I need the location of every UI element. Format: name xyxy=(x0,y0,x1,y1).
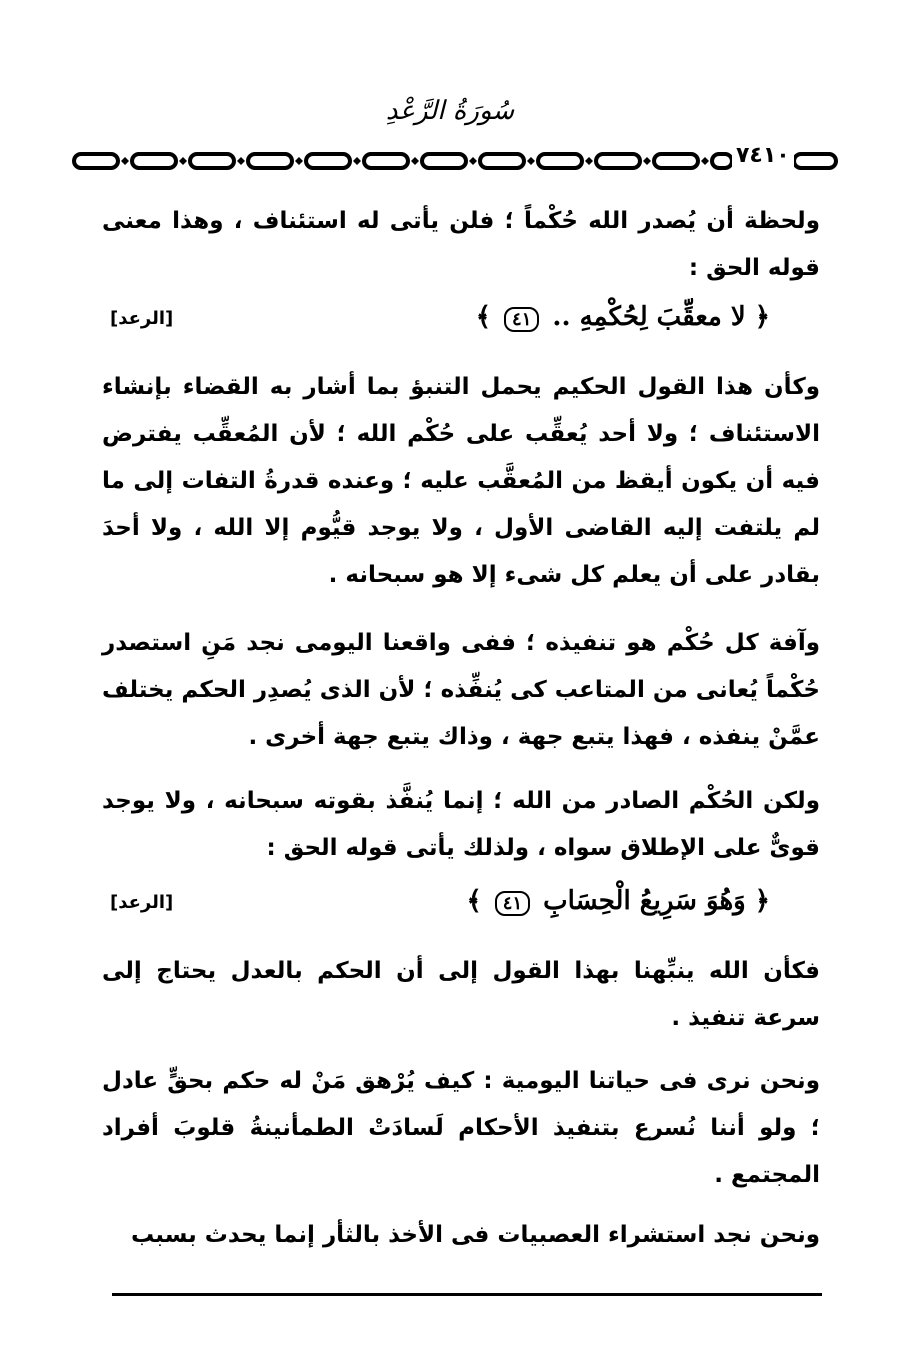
quran-verse-2 xyxy=(110,886,770,926)
verse-1-reference: [الرعد] xyxy=(110,308,174,329)
verse-1-close: ﴾ xyxy=(475,302,501,332)
bottom-rule xyxy=(112,1293,822,1296)
verse-2-text: ﴿ وَهُوَ سَرِيعُ الْحِسَابِ xyxy=(534,886,770,916)
paragraph-4-block xyxy=(102,778,820,872)
paragraph-1: ولحظة أن يُصدر الله حُكْماً ؛ فلن يأتى له استئناف ، وهذا معنى قوله الحق : xyxy=(102,208,820,281)
paragraph-5-block xyxy=(102,948,820,1042)
paragraph-7: ونحن نجد استشراء العصبيات فى الأخذ بالثأر إنما يحدث بسبب xyxy=(130,1222,820,1248)
page-number: ٧٤١٠ xyxy=(732,143,794,168)
paragraph-2: وكأن هذا القول الحكيم يحمل التنبؤ بما أشار به القضاء بإنشاء الاستئناف ؛ ولا أحد يُعقِّب على حُكْم الله ؛ لأن المُعقِّب يفترض فيه أن يكون أيقظ من المُعقَّب عليه ؛ وعنده قدرةُ التفات إلى ما لم يلتفت إليه القاضى الأول ، ولا يوجد قيُّوم إلا الله ، ولا أحدَ بقادر على أن يعلم كل شىء إلا هو سبحانه . xyxy=(102,374,820,588)
verse-1-line xyxy=(476,302,770,332)
surah-title: سُورَةُ الرَّعْدِ xyxy=(385,96,515,126)
verse-2-reference: [الرعد] xyxy=(110,892,174,913)
paragraph-3-block xyxy=(102,620,820,761)
verse-2-line xyxy=(466,886,770,916)
paragraph-5: فكأن الله ينبِّهنا بهذا القول إلى أن الحكم بالعدل يحتاج إلى سرعة تنفيذ . xyxy=(102,958,820,1031)
paragraph-4: ولكن الحُكْم الصادر من الله ؛ إنما يُنفَّذ بقوته سبحانه ، ولا يوجد قوىٌّ على الإطلاق سواه ، ولذلك يأتى قوله الحق : xyxy=(102,788,820,861)
verse-1-number: ٤١ xyxy=(504,307,539,332)
paragraph-2-block xyxy=(102,364,820,599)
paragraph-1-block xyxy=(102,198,820,292)
verse-1-text: ﴿ لا معقِّبَ لِحُكْمِهِ .. xyxy=(543,302,770,332)
verse-2-number: ٤١ xyxy=(495,891,530,916)
verse-2-close: ﴾ xyxy=(466,886,491,916)
decorative-border xyxy=(70,146,840,176)
paragraph-6: ونحن نرى فى حياتنا اليومية : كيف يُرْهق مَنْ له حكم بحقٍّ عادل ؛ ولو أننا نُسرع بتنفيذ الأحكام لَسادَتْ الطمأنينةُ قلوبَ أفراد المجتمع . xyxy=(102,1068,820,1188)
paragraph-7-block xyxy=(102,1212,820,1259)
paragraph-3: وآفة كل حُكْم هو تنفيذه ؛ ففى واقعنا اليومى نجد مَنِ استصدر حُكْماً يُعانى من المتاعب كى يُنفِّذه ؛ لأن الذى يُصدِر الحكم يختلف عمَّنْ ينفذه ، فهذا يتبع جهة ، وذاك يتبع جهة أخرى . xyxy=(102,630,820,750)
paragraph-6-block xyxy=(102,1058,820,1199)
quran-verse-1 xyxy=(110,302,770,342)
